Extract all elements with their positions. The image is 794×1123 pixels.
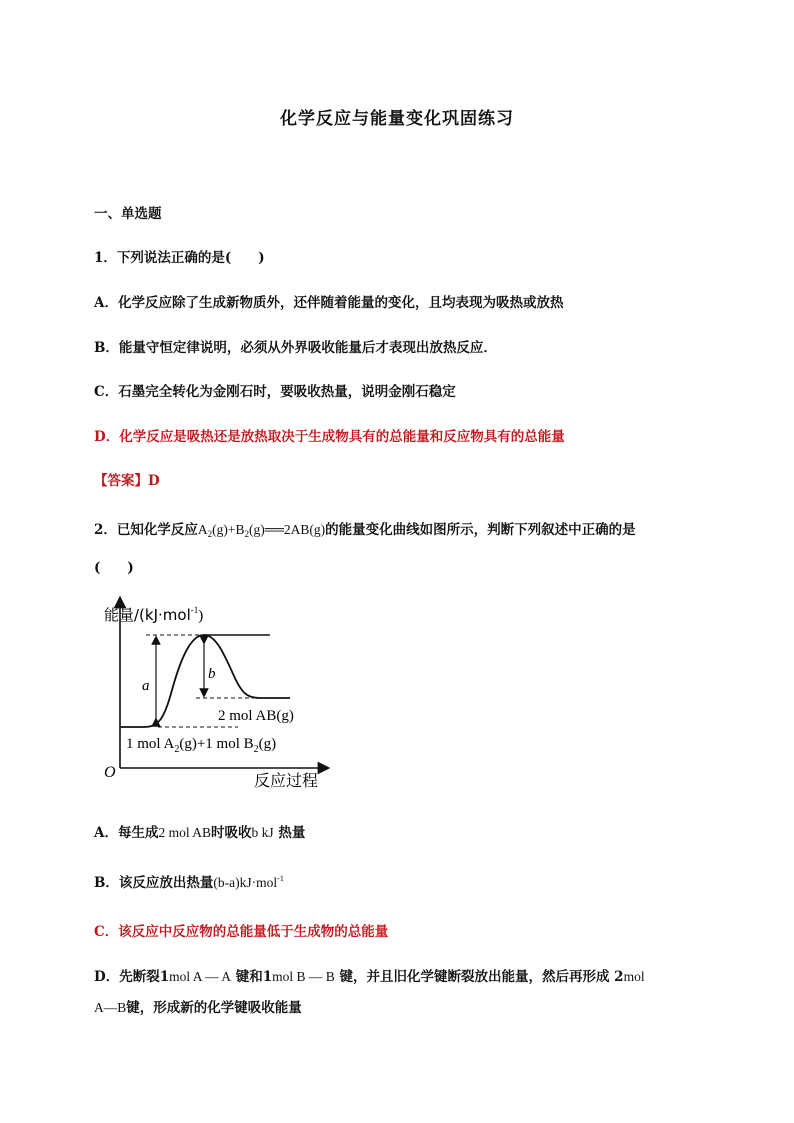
q2-option-b: B．该反应放出热量(b-a)kJ·mol$^{-1}$ (94, 874, 284, 891)
origin-label: O (104, 764, 116, 781)
q2-option-d-line2: A—B键，形成新的化学键吸收能量 (94, 1000, 302, 1016)
q1-option-b: B．能量守恒定律说明，必须从外界吸收能量后才表现出放热反应． (94, 340, 497, 356)
q1-stem: 1．下列说法正确的是( ) (94, 250, 265, 266)
q2-stem-prefix: 2．已知化学反应 (94, 522, 198, 538)
q2-option-d-line1: D．先断裂1mol A — A 键和1mol B — B 键，并且旧化学键断裂放出能量，然后再形成 2mol (94, 969, 645, 985)
product-label: 2 mol AB(g) (218, 708, 294, 724)
energy-diagram (100, 596, 340, 796)
q2-option-c: C．该反应中反应物的总能量低于生成物的总能量 (94, 924, 389, 940)
label-a: a (142, 678, 150, 694)
q2-option-a: A．每生成2 mol AB时吸收b kJ 热量 (94, 825, 306, 841)
q2-stem (94, 518, 636, 539)
document-title: 化学反应与能量变化巩固练习 (280, 109, 514, 129)
q2-stem-suffix: 的能量变化曲线如图所示，判断下列叙述中正确的是 (325, 522, 636, 538)
label-b: b (208, 666, 216, 682)
answer-value: D (148, 473, 160, 489)
q1-option-c: C．石墨完全转化为金刚石时，要吸收热量，说明金刚石稳定 (94, 384, 456, 400)
y-axis-label: 能量/(kJ·mol$^{-1}$) (104, 605, 204, 624)
q1-option-d: D．化学反应是吸热还是放热取决于生成物具有的总能量和反应物具有的总能量 (94, 429, 565, 445)
reactant-label: 1 mol $A_2(g)+1$ mol $B_2(g)$ (126, 736, 277, 755)
q1-answer (94, 469, 160, 489)
section-heading: 一、单选题 (94, 206, 162, 222)
q1-option-a: A．化学反应除了生成新物质外，还伴随着能量的变化，且均表现为吸热或放热 (94, 295, 564, 311)
x-axis-label: 反应过程 (254, 773, 319, 790)
q2-stem-paren: ( ) (94, 560, 134, 576)
answer-tag: 【答案】 (94, 473, 148, 489)
q2-equation: $A_2(g)+B_2(g)══2AB(g)$ (197, 522, 326, 539)
